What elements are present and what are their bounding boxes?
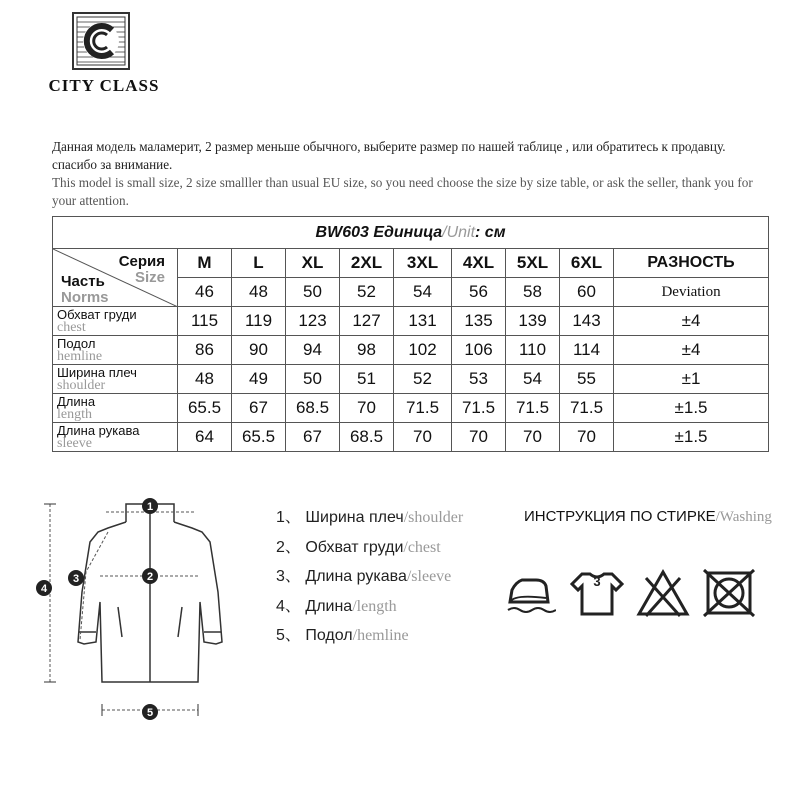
marker-3: 3 (72, 573, 80, 585)
table-cell: 71.5 (452, 394, 506, 423)
row-label: Ширина плеч shoulder (53, 365, 178, 394)
eu-size: 52 (340, 278, 394, 307)
table-cell: 106 (452, 336, 506, 365)
eu-size: 60 (560, 278, 614, 307)
eu-size: 58 (506, 278, 560, 307)
table-cell: 123 (286, 307, 340, 336)
size-header: M (178, 249, 232, 278)
table-cell: 65.5 (178, 394, 232, 423)
marker-5: 5 (146, 707, 154, 719)
marker-4: 4 (40, 583, 48, 595)
table-cell: 51 (340, 365, 394, 394)
size-header: L (232, 249, 286, 278)
jacket-measurement-diagram (28, 492, 258, 728)
notice-en: This model is small size, 2 size smalller than usual EU size, so you need choose the size by size table, or ask the seller, thank you for your attention. (52, 175, 753, 208)
table-cell: 67 (286, 423, 340, 452)
table-cell: 52 (394, 365, 452, 394)
size-table (52, 216, 769, 452)
table-cell: 143 (560, 307, 614, 336)
size-header: 4XL (452, 249, 506, 278)
table-cell: 90 (232, 336, 286, 365)
row-label: Длина рукава sleeve (53, 423, 178, 452)
eu-size: 54 (394, 278, 452, 307)
marker-2: 2 (146, 571, 154, 583)
size-header: 3XL (394, 249, 452, 278)
deviation-cell: ±4 (614, 307, 769, 336)
table-cell: 67 (232, 394, 286, 423)
legend-item: 2、 Обхват груди/chest (276, 538, 441, 556)
legend-item: 3、 Длина рукава/sleeve (276, 568, 452, 585)
do-not-bleach-icon (636, 568, 690, 618)
table-cell: 139 (506, 307, 560, 336)
table-cell: 68.5 (286, 394, 340, 423)
row-label: Подол hemline (53, 336, 178, 365)
table-cell: 98 (340, 336, 394, 365)
table-cell: 55 (560, 365, 614, 394)
city-class-c-logo-icon (72, 12, 130, 70)
corner-series: Серия (118, 253, 165, 270)
table-row (53, 365, 769, 394)
row-label: Длина length (53, 394, 178, 423)
deviation-header: РАЗНОСТЬ (614, 249, 769, 278)
size-header: 2XL (340, 249, 394, 278)
table-row (53, 307, 769, 336)
corner-part: Часть (61, 273, 105, 290)
table-cell: 71.5 (560, 394, 614, 423)
marker-1: 1 (146, 501, 154, 513)
table-cell: 94 (286, 336, 340, 365)
table-cell: 119 (232, 307, 286, 336)
deviation-cell: ±4 (614, 336, 769, 365)
table-cell: 54 (506, 365, 560, 394)
table-cell: 70 (340, 394, 394, 423)
corner-size: Size (134, 269, 165, 286)
brand-name: CITY CLASS (48, 76, 160, 95)
table-cell: 50 (286, 365, 340, 394)
do-not-tumble-dry-icon (702, 568, 756, 618)
size-notice (52, 138, 772, 210)
table-row (53, 394, 769, 423)
size-header: XL (286, 249, 340, 278)
table-cell: 70 (452, 423, 506, 452)
table-row (53, 336, 769, 365)
table-cell: 49 (232, 365, 286, 394)
svg-text:3: 3 (593, 574, 601, 589)
deviation-cell: ±1 (614, 365, 769, 394)
table-cell: 114 (560, 336, 614, 365)
table-cell: 64 (178, 423, 232, 452)
table-cell: 102 (394, 336, 452, 365)
table-cell: 71.5 (394, 394, 452, 423)
hand-wash-30-icon (570, 568, 624, 618)
table-cell: 127 (340, 307, 394, 336)
table-cell: 110 (506, 336, 560, 365)
deviation-cell: ±1.5 (614, 394, 769, 423)
table-corner (53, 249, 178, 307)
iron-low-heat-icon (502, 568, 556, 618)
table-cell: 68.5 (340, 423, 394, 452)
table-cell: 135 (452, 307, 506, 336)
table-cell: 53 (452, 365, 506, 394)
table-cell: 65.5 (232, 423, 286, 452)
notice-ru: Данная модель маламерит, 2 размер меньше обычного, выберите размер по нашей таблице , или обратитесь к продавцу. спасибо за внимание. (52, 139, 726, 172)
size-header: 6XL (560, 249, 614, 278)
table-cell: 115 (178, 307, 232, 336)
corner-norms: Norms (61, 289, 109, 306)
table-row (53, 423, 769, 452)
table-cell: 131 (394, 307, 452, 336)
row-label: Обхват груди chest (53, 307, 178, 336)
legend-item: 5、 Подол/hemline (276, 627, 409, 644)
legend-item: 4、 Длина/length (276, 597, 397, 615)
deviation-subheader: Deviation (614, 278, 769, 307)
measurement-legend (276, 504, 463, 652)
table-cell: 48 (178, 365, 232, 394)
eu-size: 48 (232, 278, 286, 307)
eu-size: 46 (178, 278, 232, 307)
size-header: 5XL (506, 249, 560, 278)
table-cell: 71.5 (506, 394, 560, 423)
eu-size: 56 (452, 278, 506, 307)
table-caption: BW603 Единица/Unit: см (53, 217, 769, 249)
table-cell: 70 (506, 423, 560, 452)
legend-item: 1、 Ширина плеч/shoulder (276, 509, 464, 526)
washing-title: ИНСТРУКЦИЯ ПО СТИРКЕ/Washing (524, 508, 772, 525)
table-cell: 70 (394, 423, 452, 452)
table-cell: 70 (560, 423, 614, 452)
eu-size: 50 (286, 278, 340, 307)
deviation-cell: ±1.5 (614, 423, 769, 452)
table-cell: 86 (178, 336, 232, 365)
